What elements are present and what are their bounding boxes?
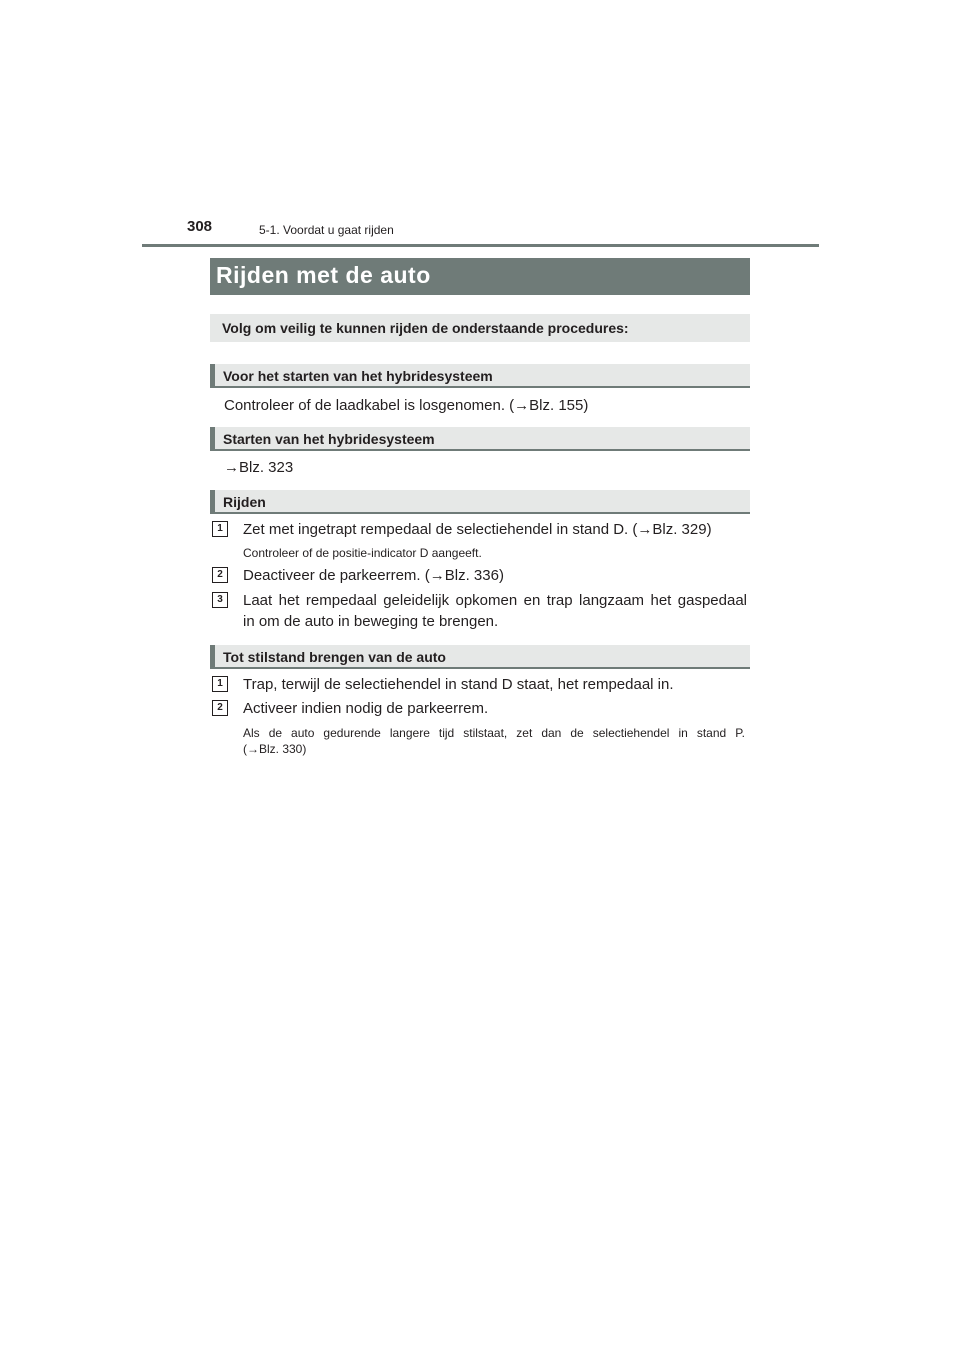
step-number-badge: 1 [212,676,228,692]
step-number-badge: 2 [212,700,228,716]
subheading-starting [210,427,750,451]
step-number-badge: 2 [212,567,228,583]
subheading-label: Tot stilstand brengen van de auto [223,649,446,665]
subheading-before-start [210,364,750,388]
subheading-label: Rijden [223,494,266,510]
page-title: Rijden met de auto [216,262,431,288]
step-text: Zet met ingetrapt rempedaal de selectiehendel in stand D. (→Blz. 329) [243,521,712,538]
subheading-label: Voor het starten van het hybridesysteem [223,368,493,384]
step-note: Als de auto gedurende langere tijd stilstaat, zet dan de selectiehendel in stand P. [243,726,745,740]
step-text: Activeer indien nodig de parkeerrem. [243,700,489,717]
intro-box [210,314,750,342]
intro-text: Volg om veilig te kunnen rijden de onderstaande procedures: [222,320,629,336]
step-note: Controleer of de positie-indicator D aangeeft. [243,546,482,560]
subheading-stopping [210,645,750,669]
paragraph-start-reference: →Blz. 323 [224,459,294,476]
step-text: Laat het rempedaal geleidelijk opkomen en trap langzaam het gaspedaal [243,592,747,609]
step-text: Trap, terwijl de selectiehendel in stand D staat, het rempedaal in. [243,676,674,693]
subheading-driving [210,490,750,514]
page-number: 308 [187,218,213,235]
step-text: Deactiveer de parkeerrem. (→Blz. 336) [243,567,504,584]
step-number-badge: 1 [212,521,228,537]
step-number-badge: 3 [212,592,228,608]
paragraph-check-cable: Controleer of de laadkabel is losgenomen. (→Blz. 155) [224,397,589,414]
step-text-continued: in om de auto in beweging te brengen. [243,613,499,630]
subheading-label: Starten van het hybridesysteem [223,431,435,447]
section-label: 5-1. Voordat u gaat rijden [259,223,394,237]
page-title-bar [210,258,750,295]
step-note-continued: (→Blz. 330) [243,742,307,756]
header-divider [142,244,819,247]
